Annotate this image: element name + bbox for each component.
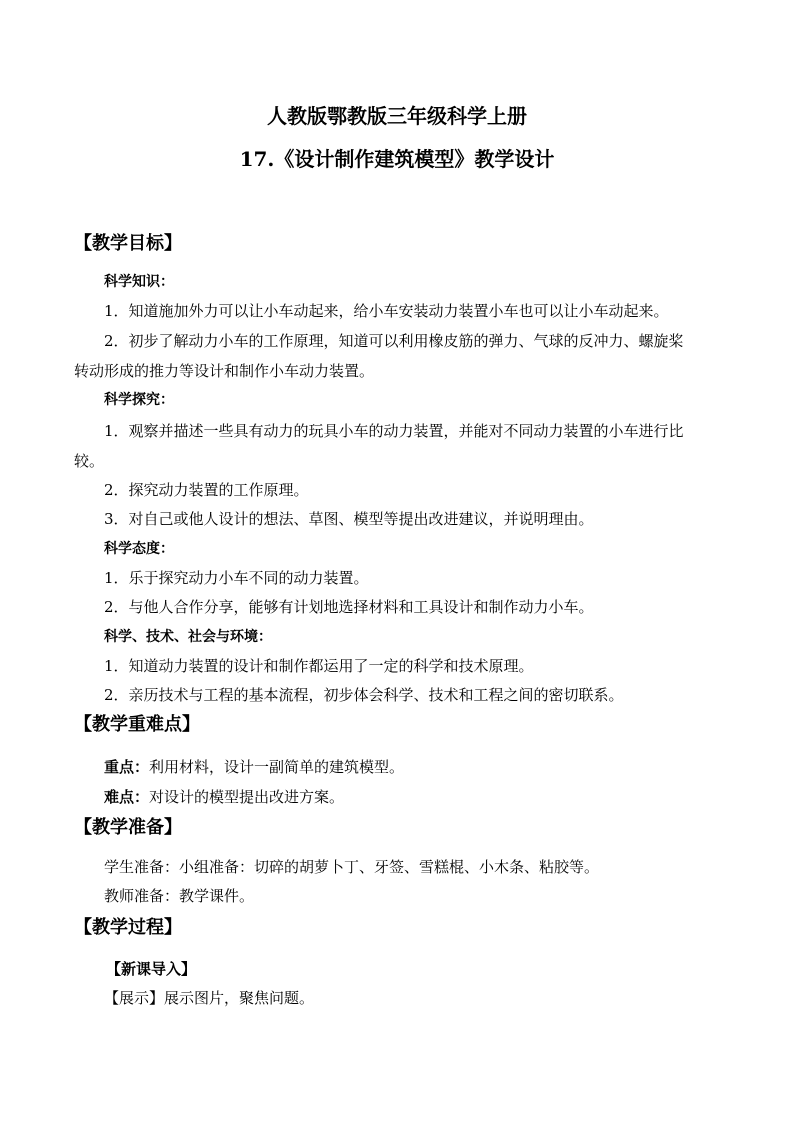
inquiry-item-continued: 较。: [74, 452, 105, 470]
stse-item: 1．知道动力装置的设计和制作都运用了一定的科学和技术原理。: [104, 657, 534, 675]
key-point: [104, 757, 404, 777]
difficult-point-text: 对设计的模型提出改进方案。: [149, 788, 345, 806]
knowledge-label: 科学知识：: [104, 274, 174, 290]
attitude-label: 科学态度：: [104, 541, 174, 557]
knowledge-item: 2．初步了解动力小车的工作原理，知道可以利用橡皮筋的弹力、气球的反冲力、螺旋桨: [104, 332, 684, 350]
show-line: [104, 988, 314, 1008]
inquiry-item: 1．观察并描述一些具有动力的玩具小车的动力装置，并能对不同动力装置的小车进行比: [104, 422, 684, 440]
key-points-heading: 【教学重难点】: [74, 714, 200, 735]
key-point-label: 重点：: [104, 758, 150, 776]
show-label: 【展示】: [104, 989, 165, 1007]
teacher-preparation: 教师准备：教学课件。: [104, 887, 255, 905]
knowledge-item-continued: 转动形成的推力等设计和制作小车动力装置。: [74, 362, 375, 380]
document-title: 人教版鄂教版三年级科学上册: [267, 104, 527, 128]
document-subtitle: 17.《设计制作建筑模型》教学设计: [239, 147, 555, 171]
inquiry-item: 2．探究动力装置的工作原理。: [104, 481, 309, 499]
stse-item: 2．亲历技术与工程的基本流程，初步体会科学、技术和工程之间的密切联系。: [104, 686, 624, 704]
preparation-heading: 【教学准备】: [74, 817, 182, 838]
knowledge-item: 1．知道施加外力可以让小车动起来，给小车安装动力装置小车也可以让小车动起来。: [104, 302, 669, 320]
process-heading: 【教学过程】: [74, 917, 182, 938]
stse-label: 科学、技术、社会与环境：: [104, 629, 272, 645]
student-preparation: 学生准备：小组准备：切碎的胡萝卜丁、牙签、雪糕棍、小木条、粘胶等。: [104, 858, 600, 876]
show-text: 展示图片，聚焦问题。: [164, 989, 315, 1007]
key-point-text: 利用材料，设计一副简单的建筑模型。: [149, 758, 405, 776]
attitude-item: 1．乐于探究动力小车不同的动力装置。: [104, 569, 369, 587]
difficult-point-label: 难点：: [104, 788, 150, 806]
inquiry-label: 科学探究：: [104, 392, 174, 408]
attitude-item: 2．与他人合作分享，能够有计划地选择材料和工具设计和制作动力小车。: [104, 598, 594, 616]
difficult-point: [104, 787, 344, 807]
objectives-heading: 【教学目标】: [74, 233, 182, 254]
inquiry-item: 3．对自己或他人设计的想法、草图、模型等提出改进建议，并说明理由。: [104, 510, 594, 528]
intro-label: 【新课导入】: [106, 960, 197, 978]
